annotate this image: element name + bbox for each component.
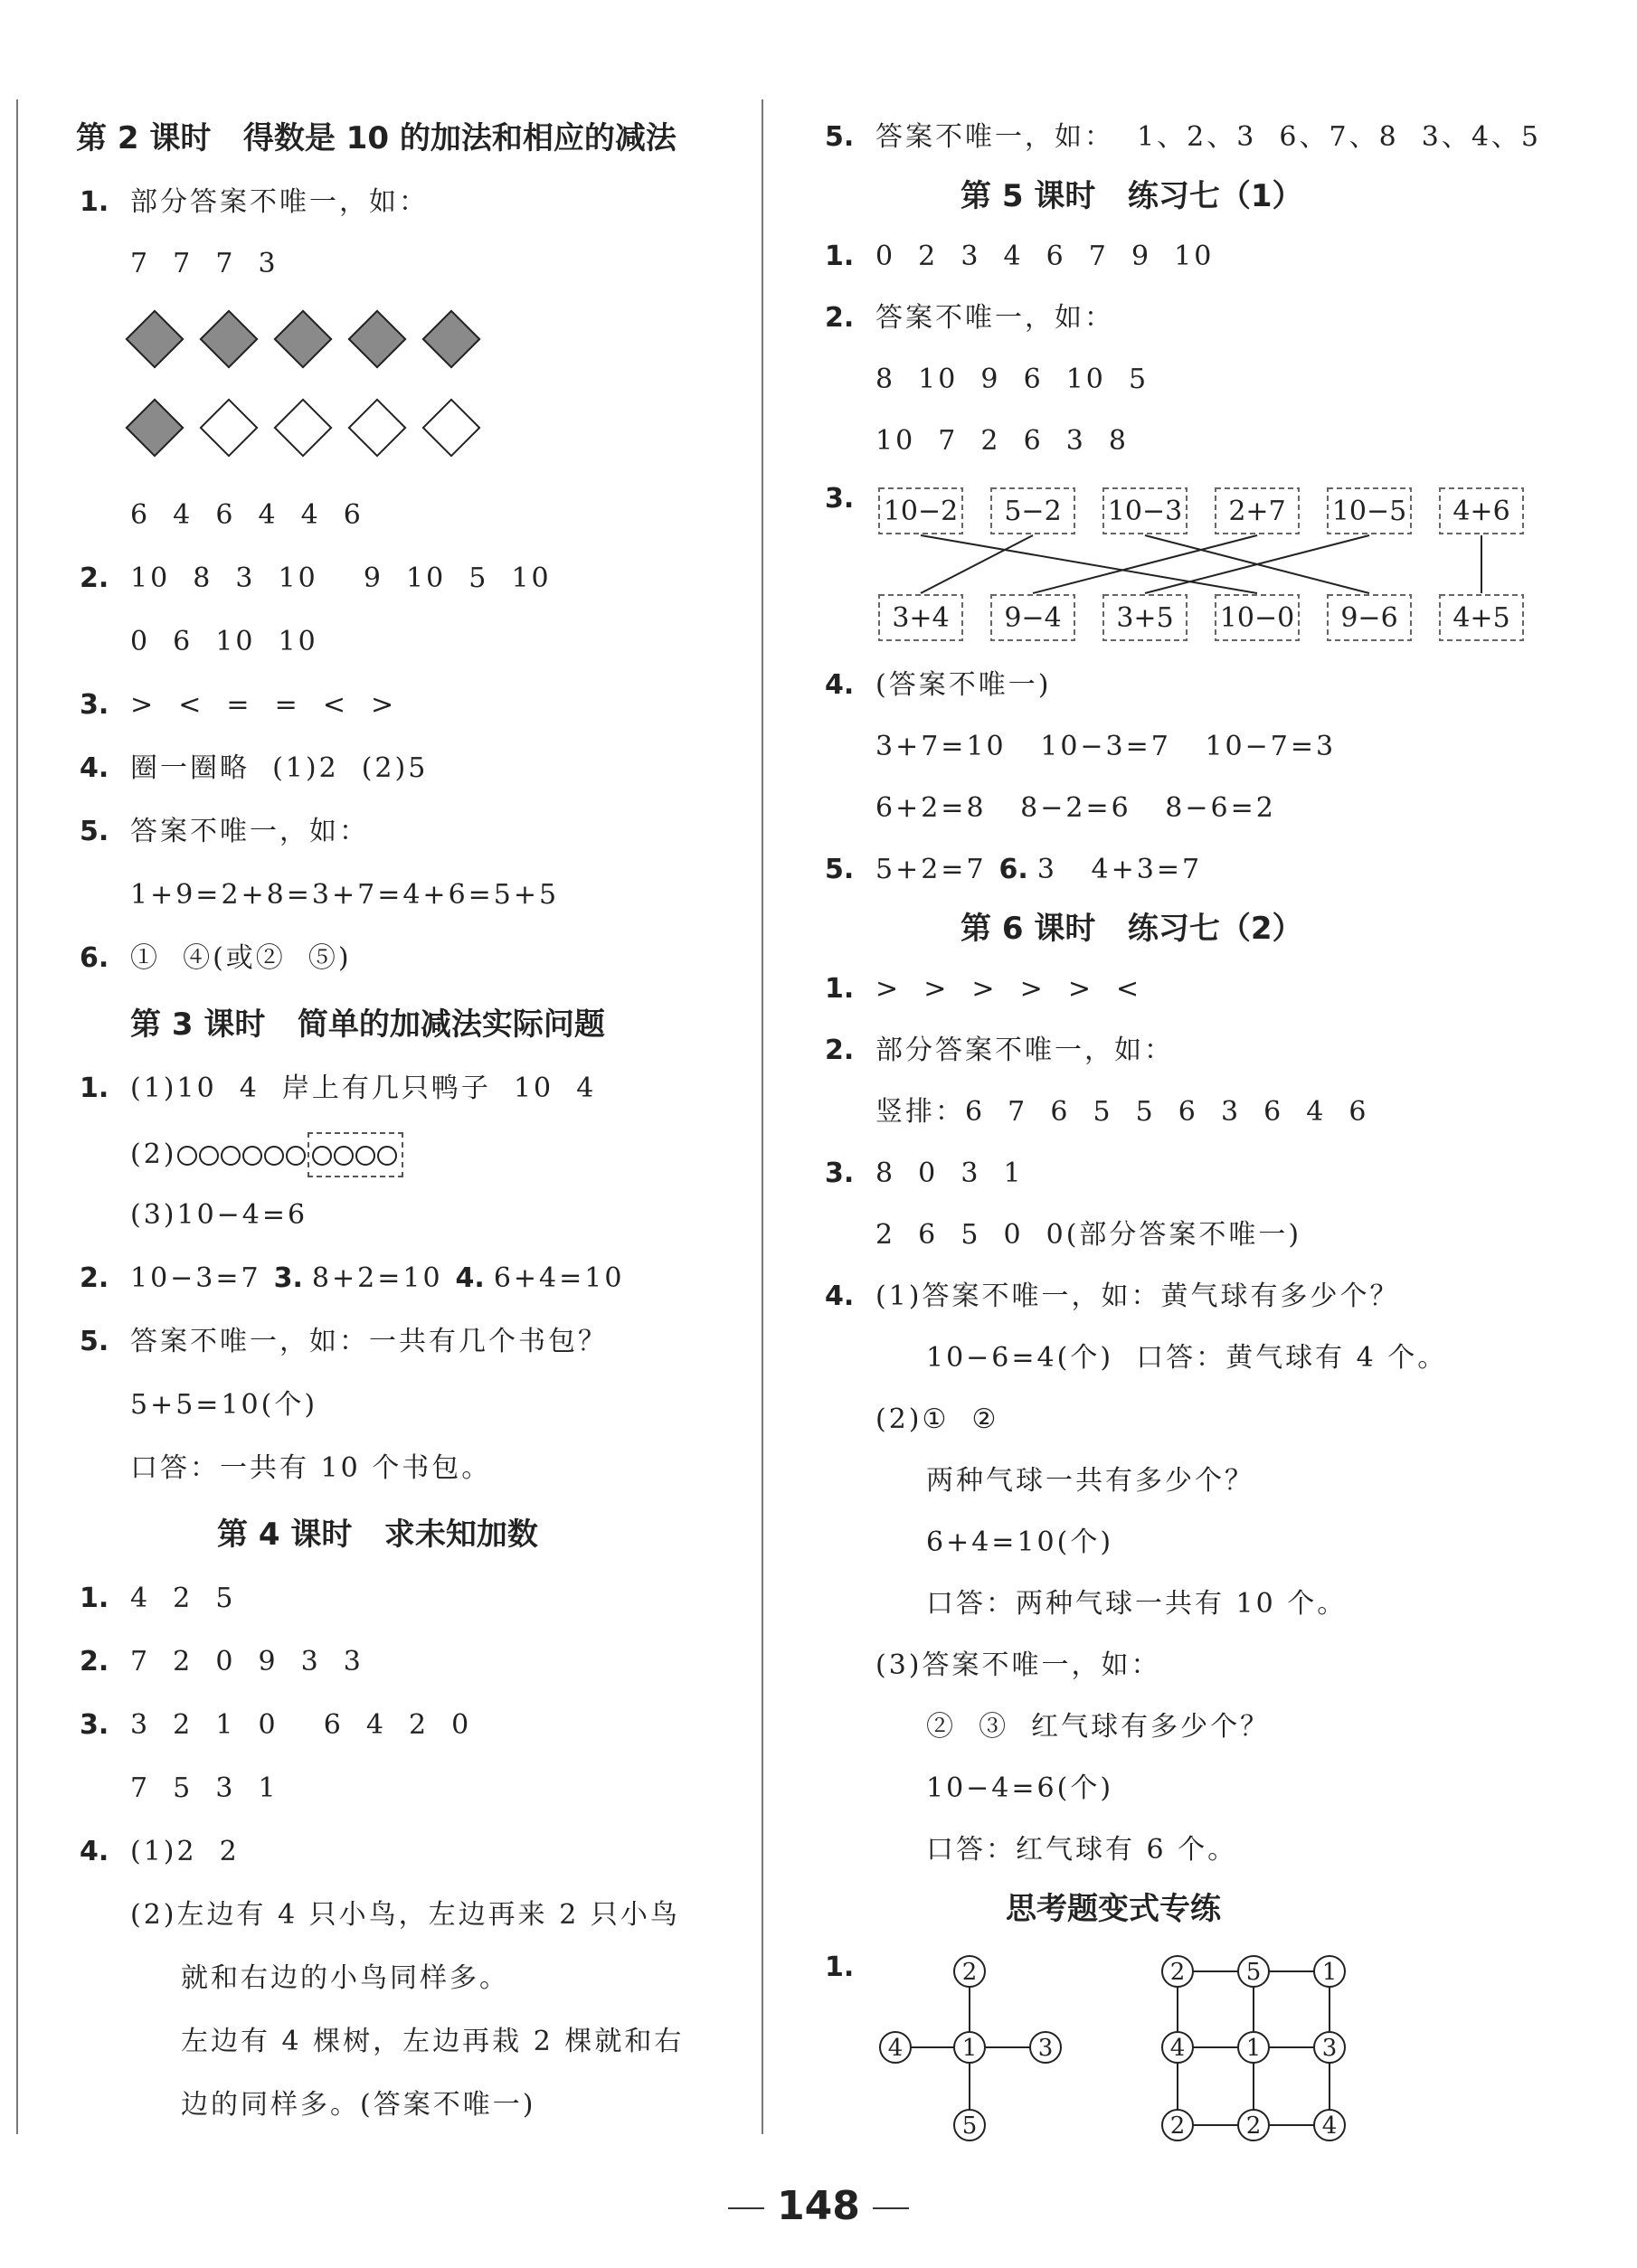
top-expression-box-label: 2+7 xyxy=(1228,496,1286,527)
number-circle-label: 2 xyxy=(961,1959,978,1986)
answer-4-4-line-4: 左边有 4 棵树，左边再栽 2 棵就和右 xyxy=(181,2026,685,2057)
bottom-expression-box-label: 10−0 xyxy=(1219,602,1295,634)
puzzle-svg xyxy=(879,1944,1386,2152)
top-expression-box-label: 10−5 xyxy=(1331,496,1407,527)
answer-6-4-line-2: 10−6=4(个) 口答：黄气球有 4 个。 xyxy=(926,1342,1448,1374)
circle-icon xyxy=(377,1146,397,1166)
diamond-empty xyxy=(199,398,258,457)
number-circle-label: 2 xyxy=(1245,2112,1262,2140)
bottom-expression-box-label: 4+5 xyxy=(1452,602,1510,634)
number-puzzle-diagrams xyxy=(879,1944,1386,2152)
top-expression-box xyxy=(991,488,1074,534)
answer-2: 2. 10 8 3 10 9 10 5 10 xyxy=(80,562,552,594)
number-circle xyxy=(1238,2110,1269,2140)
answer-4-4-line-2: (2)左边有 4 只小鸟，左边再来 2 只小鸟 xyxy=(130,1899,680,1931)
answer-4-2: 2. 7 2 0 9 3 3 xyxy=(80,1646,364,1677)
match-line xyxy=(921,535,1257,593)
number-circle-label: 2 xyxy=(1169,2112,1186,2140)
answer-6-4-line-4: 两种气球一共有多少个？ xyxy=(926,1465,1254,1497)
answer-3-5-line-3: 口答：一共有 10 个书包。 xyxy=(130,1452,492,1484)
top-expression-box-label: 5−2 xyxy=(1004,496,1062,527)
answer-6: 6. ① ④(或② ⑤) xyxy=(80,942,352,974)
top-expression-box-label: 10−2 xyxy=(883,496,959,527)
section-title-lesson-6: 第 6 课时 练习七（2） xyxy=(960,911,1303,947)
answer-4-4-line-5: 边的同样多。(答案不唯一) xyxy=(181,2089,536,2121)
diamond-empty xyxy=(273,398,332,457)
answer-4-3-line-2: 7 5 3 1 xyxy=(130,1772,279,1804)
circle-icon xyxy=(264,1146,284,1166)
top-expression-box xyxy=(1440,488,1523,534)
answer-4-4-line-3: 就和右边的小鸟同样多。 xyxy=(181,1962,509,1994)
circle-group xyxy=(177,1139,403,1170)
answer-r5: 5. 答案不唯一，如： 1、2、3 6、7、8 3、4、5 xyxy=(825,121,1541,153)
circle-icon xyxy=(286,1146,306,1166)
diamond-filled xyxy=(273,309,332,368)
number-circle xyxy=(1238,1956,1269,1987)
answer-5-equation: 1+9=2+8=3+7=4+6=5+5 xyxy=(130,879,560,911)
bottom-expression-box xyxy=(991,595,1074,640)
diamond-filled xyxy=(199,309,258,368)
bottom-expression-box-label: 3+4 xyxy=(892,602,950,634)
top-expression-box-label: 10−3 xyxy=(1107,496,1183,527)
answer-3-1-part-3: (3)10−4=6 xyxy=(130,1199,308,1231)
answer-6-1: 1. > > > > > < xyxy=(825,973,1142,1005)
number-circle-label: 4 xyxy=(887,2035,904,2062)
answer-5-2-line-2: 8 10 9 6 10 5 xyxy=(875,364,1150,395)
answer-5-5-and-6: 5. 5+2=7 6. 3 4+3=7 xyxy=(825,854,1203,885)
diamond-filled xyxy=(125,398,184,457)
circle-icon xyxy=(312,1146,332,1166)
number-circle xyxy=(954,2110,985,2140)
answer-6-4-line-7: (3)答案不唯一，如： xyxy=(875,1649,1161,1681)
number-circle xyxy=(1314,2032,1345,2063)
answer-1-values: 7 7 7 3 xyxy=(130,248,279,279)
top-expression-box xyxy=(1103,488,1187,534)
answer-4-3: 3. 3 2 1 0 6 4 2 0 xyxy=(80,1709,472,1741)
answer-3: 3. > < = = < > xyxy=(80,689,397,721)
answer-3-5-line-2: 5+5=10(个) xyxy=(130,1389,318,1421)
answer-5-2: 2. 答案不唯一，如： xyxy=(825,302,1114,334)
matching-diagram xyxy=(875,483,1563,646)
match-line xyxy=(1033,535,1257,593)
answer-6-2: 2. 部分答案不唯一，如： xyxy=(825,1035,1174,1066)
bottom-expression-box xyxy=(1440,595,1523,640)
circle-icon xyxy=(242,1146,262,1166)
answer-1: 1. 部分答案不唯一，如： xyxy=(80,186,429,218)
answer-6-4-line-8: ② ③ 红气球有多少个？ xyxy=(926,1711,1271,1743)
answer-5-4: 4. (答案不唯一) xyxy=(825,669,1052,701)
diamond-empty xyxy=(421,398,480,457)
bottom-expression-box xyxy=(1328,595,1411,640)
match-line xyxy=(921,535,1033,593)
number-circle xyxy=(1162,2032,1193,2063)
bottom-expression-box-label: 9−4 xyxy=(1004,602,1062,634)
section-title-lesson-2: 第 2 课时 得数是 10 的加法和相应的减法 xyxy=(76,120,677,156)
answer-5-4-line-3: 6+2=8 8−2=6 8−6=2 xyxy=(875,792,1276,824)
answer-5-3: 3. xyxy=(825,483,855,515)
bottom-expression-box-label: 9−6 xyxy=(1340,602,1398,634)
top-expression-box xyxy=(879,488,962,534)
top-expression-box xyxy=(1216,488,1299,534)
diamond-filled xyxy=(347,309,406,368)
page-number: 148 xyxy=(0,2179,1637,2234)
circle-icon xyxy=(199,1146,219,1166)
number-circle xyxy=(1162,2110,1193,2140)
answer-6-4-line-3: (2)① ② xyxy=(875,1403,999,1435)
number-circle-label: 5 xyxy=(1245,1959,1262,1986)
answer-1-values-2: 6 4 6 4 4 6 xyxy=(130,499,364,531)
dashed-selection xyxy=(308,1132,403,1177)
number-circle-label: 2 xyxy=(1169,1959,1186,1986)
bottom-expression-box xyxy=(1216,595,1299,640)
answer-6-2-line-2: 竖排：6 7 6 5 5 6 3 6 4 6 xyxy=(875,1096,1369,1128)
number-circle-label: 4 xyxy=(1169,2035,1186,2062)
answer-4-4: 4. (1)2 2 xyxy=(80,1836,240,1867)
circle-icon xyxy=(355,1146,375,1166)
top-expression-box xyxy=(1328,488,1411,534)
answer-3-2-to-4: 2. 10−3=7 3. 8+2=10 4. 6+4=10 xyxy=(80,1262,625,1294)
answer-5-4-line-2: 3+7=10 10−3=7 10−7=3 xyxy=(875,731,1337,762)
number-circle xyxy=(1162,1956,1193,1987)
section-title-thinking: 思考题变式专练 xyxy=(1006,1891,1221,1927)
answer-4: 4. 圈一圈略 (1)2 (2)5 xyxy=(80,752,429,784)
answer-6-4-line-10: 口答：红气球有 6 个。 xyxy=(926,1834,1238,1866)
number-circle-label: 4 xyxy=(1321,2112,1338,2140)
bottom-expression-box xyxy=(1103,595,1187,640)
section-title-lesson-4: 第 4 课时 求未知加数 xyxy=(217,1517,538,1553)
bottom-expression-box xyxy=(879,595,962,640)
number-circle xyxy=(1314,2110,1345,2140)
answer-2-line-2: 0 6 10 10 xyxy=(130,626,318,657)
answer-3-1-part-2: (2) xyxy=(130,1132,403,1177)
diamond-filled xyxy=(421,309,480,368)
number-circle-label: 1 xyxy=(961,2035,978,2062)
diamond-figure xyxy=(134,318,550,472)
answer-6-3-line-2: 2 6 5 0 0(部分答案不唯一) xyxy=(875,1219,1302,1251)
top-expression-box-label: 4+6 xyxy=(1452,496,1510,527)
number-circle xyxy=(1030,2032,1061,2063)
section-title-lesson-5: 第 5 课时 练习七（1） xyxy=(960,178,1303,214)
answer-6-4-line-5: 6+4=10(个) xyxy=(926,1526,1114,1558)
number-circle-label: 5 xyxy=(961,2112,978,2140)
number-circle xyxy=(880,2032,911,2063)
answer-4-1: 1. 4 2 5 xyxy=(80,1583,236,1614)
number-circle-label: 3 xyxy=(1321,2035,1338,2062)
answer-6-4-line-9: 10−4=6(个) xyxy=(926,1772,1114,1804)
answer-thinking-1: 1. xyxy=(825,1951,855,1983)
diamond-empty xyxy=(347,398,406,457)
number-circle xyxy=(1238,2032,1269,2063)
matching-lines-svg xyxy=(875,483,1563,646)
answer-6-3: 3. 8 0 3 1 xyxy=(825,1158,1024,1189)
answer-3-1: 1. (1)10 4 岸上有几只鸭子 10 4 xyxy=(80,1073,597,1104)
number-circle xyxy=(1314,1956,1345,1987)
circle-icon xyxy=(221,1146,241,1166)
number-circle xyxy=(954,2032,985,2063)
answer-5-2-line-3: 10 7 2 6 3 8 xyxy=(875,425,1129,457)
diamond-filled xyxy=(125,309,184,368)
number-circle xyxy=(954,1956,985,1987)
answer-3-5: 5. 答案不唯一，如：一共有几个书包？ xyxy=(80,1326,608,1357)
number-circle-label: 1 xyxy=(1321,1959,1338,1986)
answer-5-1: 1. 0 2 3 4 6 7 9 10 xyxy=(825,241,1215,272)
column-divider-left xyxy=(16,99,18,2134)
answer-6-4: 4. (1)答案不唯一，如：黄气球有多少个？ xyxy=(825,1280,1400,1312)
number-circle-label: 1 xyxy=(1245,2035,1262,2062)
bottom-expression-box-label: 3+5 xyxy=(1116,602,1174,634)
number-circle-label: 3 xyxy=(1037,2035,1054,2062)
section-title-lesson-3: 第 3 课时 简单的加减法实际问题 xyxy=(130,1006,605,1043)
column-divider-center xyxy=(762,99,763,2134)
answer-6-4-line-6: 口答：两种气球一共有 10 个。 xyxy=(926,1588,1348,1620)
circle-icon xyxy=(334,1146,354,1166)
circle-icon xyxy=(177,1146,197,1166)
answer-5: 5. 答案不唯一，如： xyxy=(80,816,369,847)
